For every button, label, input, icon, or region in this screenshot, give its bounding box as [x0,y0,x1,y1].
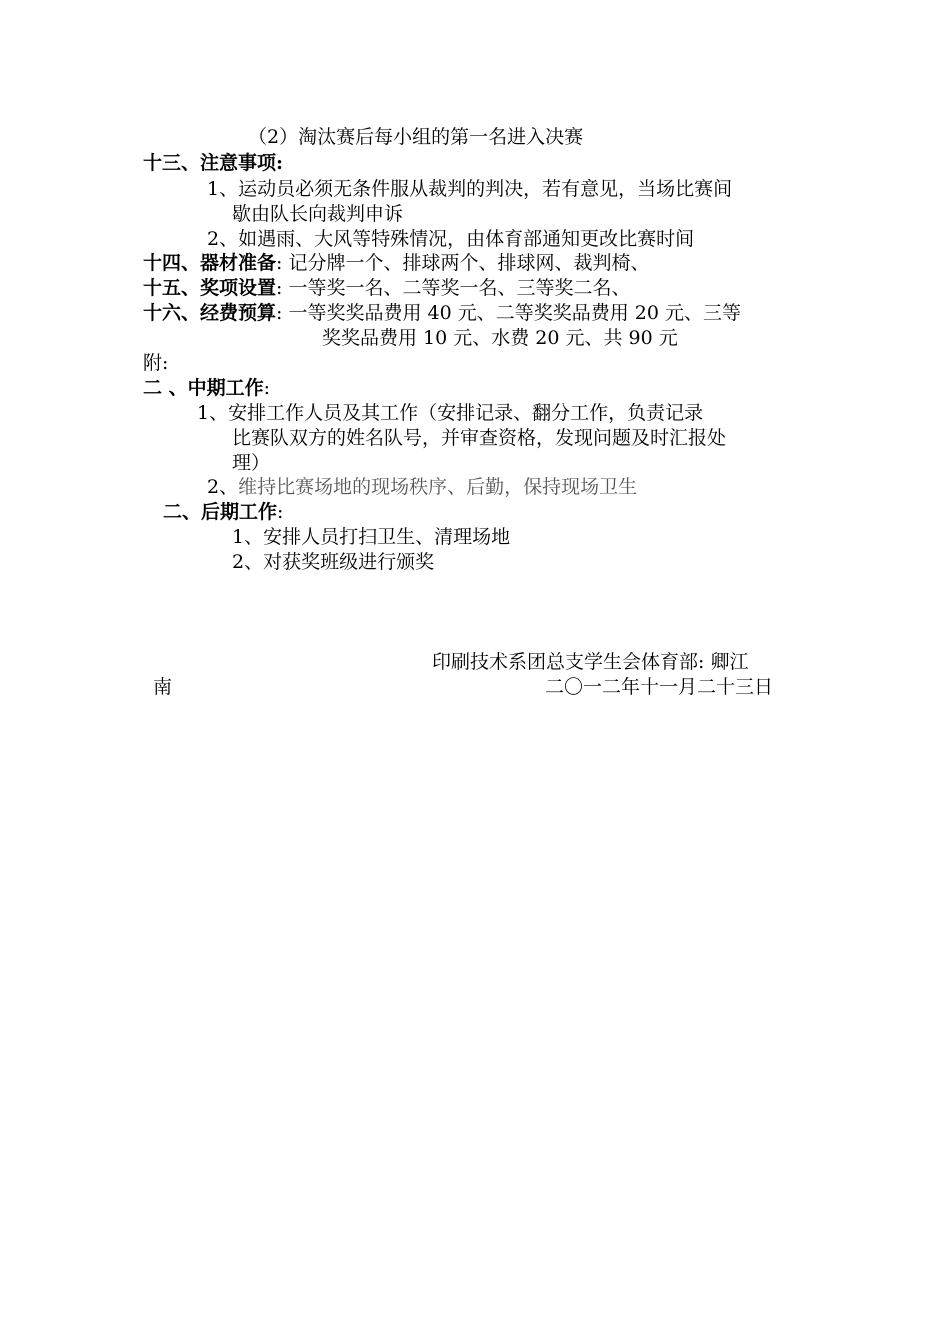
midterm-item1-line2: 比赛队双方的姓名队号，并审查资格，发现问题及时汇报处 [232,427,727,449]
signature-date: 二〇一二年十一月二十三日 [545,676,774,698]
section13-item1-line2: 歇由队长向裁判申诉 [232,203,404,225]
midterm-heading-line [143,375,270,401]
section13-item2: 2、如遇雨、大风等特殊情况，由体育部通知更改比赛时间 [207,228,695,250]
section16-text-line2: 奖奖品费用 10 元、水费 20 元、共 90 元 [322,327,678,349]
section16 [143,300,741,326]
section13-heading: 十三、注意事项: [143,152,284,174]
section14-text: : 记分牌一个、排球两个、排球网、裁判椅、 [276,252,650,274]
appendix-label: 附: [143,352,169,374]
section16-text-line1: : 一等奖奖品费用 40 元、二等奖奖品费用 20 元、三等 [276,302,741,324]
signature-name-tail: 南 [153,676,173,698]
section13-item1-line1: 1、运动员必须无条件服从裁判的判决，若有意见，当场比赛间 [207,178,733,200]
midterm-item2-number: 2、 [207,476,239,498]
section14-heading: 十四、器材准备 [143,252,277,274]
section15-heading: 十五、奖项设置 [143,277,277,299]
late-colon: : [277,501,284,523]
late-heading-line [163,499,283,525]
rule-line: （2）淘汰赛后每小组的第一名进入决赛 [248,126,584,148]
signature-org: 印刷技术系团总支学生会体育部: 卿江 [432,651,749,673]
late-item1: 1、安排人员打扫卫生、清理场地 [232,526,511,548]
section16-heading: 十六、经费预算 [143,302,277,324]
midterm-colon: : [263,377,271,399]
section15 [143,275,630,301]
late-item2: 2、对获奖班级进行颁奖 [232,551,435,573]
section15-text: : 一等奖一名、二等奖一名、三等奖二名、 [276,277,631,299]
late-heading: 二、后期工作 [163,501,278,523]
midterm-item2-text: 维持比赛场地的现场秩序、后勤，保持现场卫生 [238,476,638,498]
midterm-item2 [207,474,637,500]
midterm-item1-line3: 理） [232,452,271,474]
midterm-heading: 二 、中期工作 [143,377,264,399]
midterm-item1-line1: 1、安排工作人员及其工作（安排记录、翻分工作，负责记录 [197,402,704,424]
section14 [143,250,649,276]
